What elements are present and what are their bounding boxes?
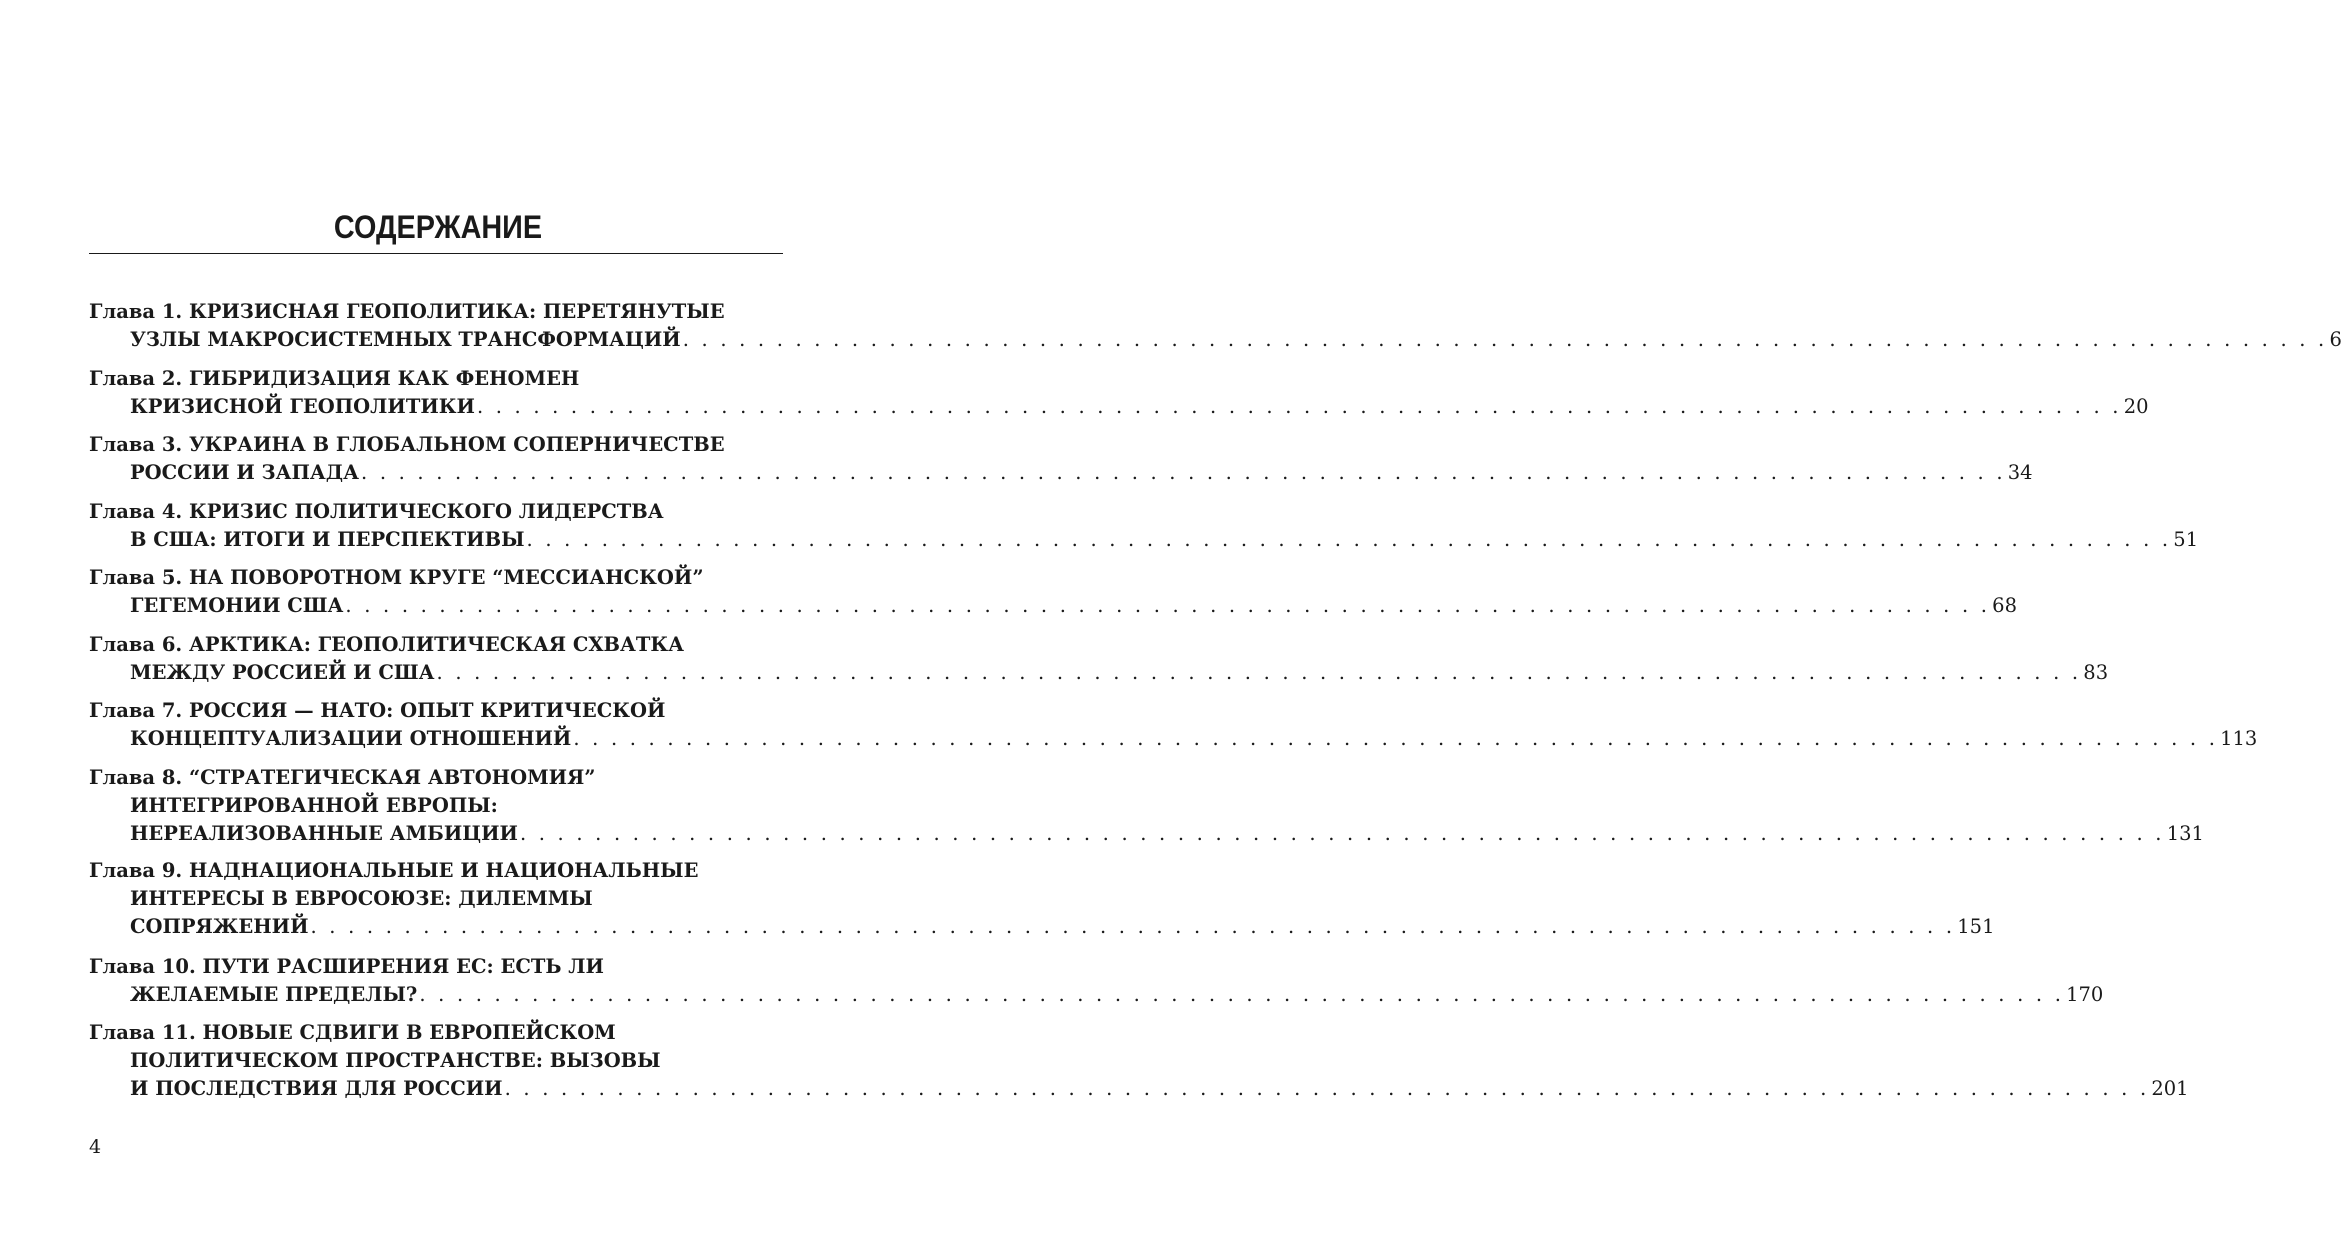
toc-page-number: 201 (2151, 1077, 2189, 1100)
toc-entry-line (89, 298, 783, 326)
toc-entry[interactable] (89, 365, 2149, 421)
chapter-title-text: НЕРЕАЛИЗОВАННЫЕ АМБИЦИИ (130, 822, 518, 845)
toc-entry[interactable] (89, 764, 2204, 848)
page-number: 4 (89, 1136, 102, 1158)
toc-entry-line (89, 365, 783, 393)
chapter-label: Глава 6. (89, 633, 189, 656)
toc-entry-line (89, 725, 2258, 753)
toc-page-number: 20 (2123, 395, 2149, 418)
chapter-title-text: ИНТЕГРИРОВАННОЙ ЕВРОПЫ: (130, 794, 498, 817)
toc-page-number: 170 (2066, 983, 2104, 1006)
chapter-label: Глава 2. (89, 367, 189, 390)
dot-leader: . . . . . . . . . . . . . . . . . . . . . . . . . . . . . . . . . . . . . . . . . . . . . . . . . . . . . . . . . . . . . . . . . . . . . . . . . . . . . . . . . . . . . . . . (310, 915, 1956, 938)
chapter-label: Глава 9. (89, 859, 189, 882)
toc-entry[interactable] (89, 498, 2199, 554)
chapter-label: Глава 7. (89, 699, 189, 722)
chapter-title-text: УЗЛЫ МАКРОСИСТЕМНЫХ ТРАНСФОРМАЦИЙ (130, 328, 681, 351)
toc-entry-line (89, 431, 783, 459)
chapter-title-text: НА ПОВОРОТНОМ КРУГЕ “МЕССИАНСКОЙ” (188, 566, 704, 589)
toc-entry-line (89, 592, 2017, 620)
chapter-label: Глава 4. (89, 500, 189, 523)
dot-leader: . . . . . . . . . . . . . . . . . . . . . . . . . . . . . . . . . . . . . . . . . . . . . . . . . . . . . . . . . . . . . . . . . . . . . . . . . . . . . . . . . . . . . . . . (345, 594, 1991, 617)
toc-entry-line (89, 659, 2109, 687)
dot-leader: . . . . . . . . . . . . . . . . . . . . . . . . . . . . . . . . . . . . . . . . . . . . . . . . . . . . . . . . . . . . . . . . . . . . . . . . . . . . . . . . . . . . . . . . (519, 822, 2165, 845)
toc-entry[interactable] (89, 953, 2104, 1009)
chapter-label: Глава 5. (89, 566, 189, 589)
toc-entry[interactable] (89, 298, 2342, 354)
dot-leader: . . . . . . . . . . . . . . . . . . . . . . . . . . . . . . . . . . . . . . . . . . . . . . . . . . . . . . . . . . . . . . . . . . . . . . . . . . . . . . . . . . . . . . . . (682, 328, 2328, 351)
chapter-title-text: ИНТЕРЕСЫ В ЕВРОСОЮЗЕ: ДИЛЕММЫ (130, 887, 593, 910)
toc-entry-line (89, 981, 2104, 1009)
toc-page-number: 131 (2166, 822, 2204, 845)
page-title: СОДЕРЖАНИЕ (333, 209, 543, 245)
chapter-title-text: АРКТИКА: ГЕОПОЛИТИЧЕСКАЯ СХВАТКА (188, 633, 685, 656)
chapter-title-text: “СТРАТЕГИЧЕСКАЯ АВТОНОМИЯ” (188, 766, 596, 789)
toc-page-number: 68 (1992, 594, 2017, 617)
toc-entry-line (89, 564, 783, 592)
toc-entry-line (89, 498, 783, 526)
chapter-title-text: КОНЦЕПТУАЛИЗАЦИИ ОТНОШЕНИЙ (130, 727, 572, 750)
toc-entry[interactable] (89, 431, 2033, 487)
toc-entry-line (89, 953, 783, 981)
toc-page-number: 51 (2173, 528, 2199, 551)
chapter-title-text: В США: ИТОГИ И ПЕРСПЕКТИВЫ (130, 528, 525, 551)
toc-entry[interactable] (89, 1019, 2189, 1103)
toc-page-number: 83 (2083, 661, 2109, 684)
toc-page-number: 34 (2007, 461, 2033, 484)
dot-leader: . . . . . . . . . . . . . . . . . . . . . . . . . . . . . . . . . . . . . . . . . . . . . . . . . . . . . . . . . . . . . . . . . . . . . . . . . . . . . . . . . . . . . . . . (476, 395, 2122, 418)
toc-entry-line (89, 857, 783, 885)
toc-entry-line (89, 1019, 783, 1047)
chapter-title-text: КРИЗИСНАЯ ГЕОПОЛИТИКА: ПЕРЕТЯНУТЫЕ (188, 300, 725, 323)
toc-entry-line (89, 1047, 783, 1075)
toc-page-number: 113 (2220, 727, 2258, 750)
dot-leader: . . . . . . . . . . . . . . . . . . . . . . . . . . . . . . . . . . . . . . . . . . . . . . . . . . . . . . . . . . . . . . . . . . . . . . . . . . . . . . . . . . . . . . . . (361, 461, 2006, 484)
chapter-label: Глава 1. (89, 300, 189, 323)
chapter-title-text: НАДНАЦИОНАЛЬНЫЕ И НАЦИОНАЛЬНЫЕ (188, 859, 699, 882)
chapter-title-text: КРИЗИСНОЙ ГЕОПОЛИТИКИ (130, 395, 475, 418)
chapter-title-text: КРИЗИС ПОЛИТИЧЕСКОГО ЛИДЕРСТВА (188, 500, 664, 523)
toc-page-number: 151 (1957, 915, 1995, 938)
toc-entry-line (89, 792, 783, 820)
toc-entry-line (89, 393, 2149, 421)
chapter-title-text: ПУТИ РАСШИРЕНИЯ ЕС: ЕСТЬ ЛИ (202, 955, 604, 978)
toc-entry-line (89, 459, 2033, 487)
chapter-label: Глава 10. (89, 955, 203, 978)
chapter-title-text: ГЕГЕМОНИИ США (130, 594, 344, 617)
chapter-title-text: МЕЖДУ РОССИЕЙ И США (130, 661, 435, 684)
dot-leader: . . . . . . . . . . . . . . . . . . . . . . . . . . . . . . . . . . . . . . . . . . . . . . . . . . . . . . . . . . . . . . . . . . . . . . . . . . . . . . . . . . . . . . . . (573, 727, 2219, 750)
toc-entry-line (89, 326, 2342, 354)
dot-leader: . . . . . . . . . . . . . . . . . . . . . . . . . . . . . . . . . . . . . . . . . . . . . . . . . . . . . . . . . . . . . . . . . . . . . . . . . . . . . . . . . . . . . . . . (436, 661, 2082, 684)
toc-entry-line (89, 764, 783, 792)
toc-entry[interactable] (89, 631, 2109, 687)
chapter-label: Глава 8. (89, 766, 189, 789)
chapter-label: Глава 11. (89, 1021, 203, 1044)
toc-page-number: 6 (2329, 328, 2342, 351)
toc-entry-line (89, 526, 2199, 554)
toc-entry-line (89, 820, 2204, 848)
chapter-title-text: ПОЛИТИЧЕСКОМ ПРОСТРАНСТВЕ: ВЫЗОВЫ (130, 1049, 661, 1072)
toc-entry[interactable] (89, 857, 1995, 941)
toc-entry-line (89, 697, 783, 725)
chapter-title-text: РОССИИ И ЗАПАДА (130, 461, 360, 484)
dot-leader: . . . . . . . . . . . . . . . . . . . . . . . . . . . . . . . . . . . . . . . . . . . . . . . . . . . . . . . . . . . . . . . . . . . . . . . . . . . . . . . . . . . . . . . . (526, 528, 2172, 551)
toc-entry[interactable] (89, 697, 2258, 753)
toc-entry-line (89, 885, 783, 913)
chapter-title-text: НОВЫЕ СДВИГИ В ЕВРОПЕЙСКОМ (202, 1021, 616, 1044)
toc-entry[interactable] (89, 564, 2017, 620)
chapter-label: Глава 3. (89, 433, 189, 456)
title-rule (89, 253, 783, 254)
toc-entry-line (89, 631, 783, 659)
chapter-title-text: ГИБРИДИЗАЦИЯ КАК ФЕНОМЕН (188, 367, 580, 390)
toc-entry-line (89, 913, 1995, 941)
chapter-title-text: И ПОСЛЕДСТВИЯ ДЛЯ РОССИИ (130, 1077, 503, 1100)
dot-leader: . . . . . . . . . . . . . . . . . . . . . . . . . . . . . . . . . . . . . . . . . . . . . . . . . . . . . . . . . . . . . . . . . . . . . . . . . . . . . . . . . . . . . . . . (504, 1077, 2150, 1100)
chapter-title-text: РОССИЯ — НАТО: ОПЫТ КРИТИЧЕСКОЙ (188, 699, 666, 722)
chapter-title-text: СОПРЯЖЕНИЙ (130, 915, 309, 938)
dot-leader: . . . . . . . . . . . . . . . . . . . . . . . . . . . . . . . . . . . . . . . . . . . . . . . . . . . . . . . . . . . . . . . . . . . . . . . . . . . . . . . . . . . . . . . . (419, 983, 2065, 1006)
toc-entry-line (89, 1075, 2189, 1103)
chapter-title-text: УКРАИНА В ГЛОБАЛЬНОМ СОПЕРНИЧЕСТВЕ (188, 433, 725, 456)
chapter-title-text: ЖЕЛАЕМЫЕ ПРЕДЕЛЫ? (130, 983, 418, 1006)
